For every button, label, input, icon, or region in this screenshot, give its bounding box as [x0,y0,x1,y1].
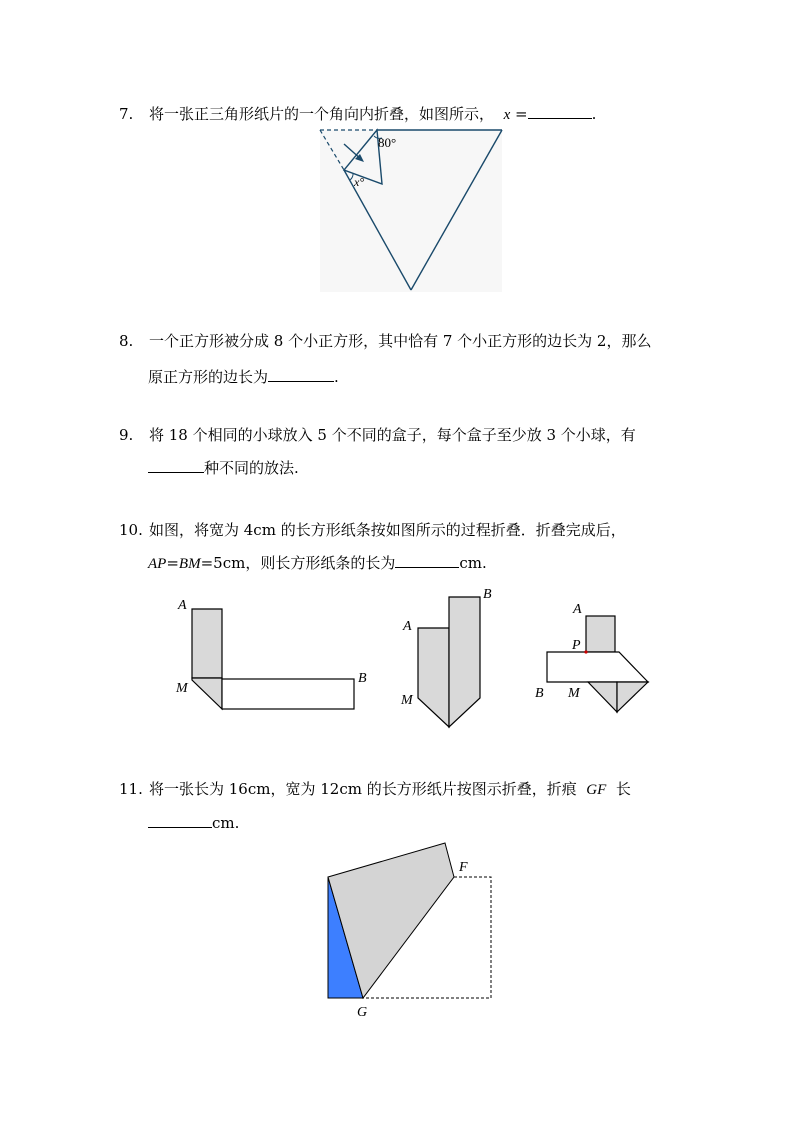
q7-answer-blank[interactable] [528,102,592,119]
q10-fig3-bottom-right [617,682,648,712]
q10-fig2-label-a: A [403,619,412,634]
q10-bm: BM [178,556,201,572]
q11-text-1-end: 长 [615,780,631,798]
q7-line [119,102,596,126]
q10-fig3-top-square [586,616,615,652]
q10-figures [170,588,670,738]
q8-text-1: 一个正方形被分成 8 个小正方形，其中恰有 7 个小正方形的边长为 2，那么 [149,332,652,350]
q7-end: . [591,105,597,123]
q10-fig3-label-b: B [535,686,544,701]
q10-fig1-rect [222,679,354,709]
q10-fig3-bottom-left [588,682,617,712]
q11-label-g: G [357,1005,368,1020]
q11-answer-blank[interactable] [148,811,212,828]
q10-fig3-label-a: A [573,602,582,617]
q11-line2 [148,811,239,834]
q8-answer-blank[interactable] [268,365,334,382]
q9-line2 [148,456,299,479]
q11-number: 11. [119,780,143,798]
q10-figure-1 [175,598,367,709]
q10-fig2-left [418,628,449,727]
q7-text: 将一张正三角形纸片的一个角向内折叠，如图所示， [149,105,495,123]
q10-unit: cm. [459,554,487,572]
q7-figure [320,130,502,292]
q10-fig2-label-m: M [401,693,413,708]
q8-end: . [334,368,339,386]
q7-equals: = [510,105,528,123]
q10-number: 10. [119,521,143,539]
q7-number: 7. [119,105,134,123]
q10-figure-3 [535,602,648,712]
q7-angle-x: x° [354,175,365,189]
q10-line2 [148,551,487,575]
q9-line1 [119,424,636,446]
q11-unit: cm. [212,814,240,832]
q8-number: 8. [119,332,134,350]
q8-text-2: 原正方形的边长为 [148,368,269,386]
q10-fig3-point-p [584,650,587,653]
q9-text-2: 种不同的放法. [204,459,299,477]
q10-fig3-strip [547,652,648,682]
q10-fig1-label-b: B [358,671,367,686]
q10-fig1-label-a: A [178,598,187,613]
q11-figure [326,840,506,1020]
q9-number: 9. [119,426,134,444]
q11-text-1: 将一张长为 16cm，宽为 12cm 的长方形纸片按图示折叠，折痕 [149,780,577,798]
q10-fig3-label-p: P [572,638,581,653]
q10-eq: = [166,554,179,572]
q10-fig1-strip [192,609,222,678]
q10-fig2-label-b: B [483,587,492,602]
q10-fig1-corner [192,678,222,709]
q9-answer-blank[interactable] [148,456,204,473]
q11-line1 [119,778,631,801]
q10-fig1-label-m: M [176,681,188,696]
q10-line1 [119,519,626,541]
q7-figure-bg [320,130,502,292]
q10-figure-2 [400,587,492,727]
q10-text-2: =5cm，则长方形纸条的长为 [200,554,396,572]
q11-gf: GF [586,782,607,798]
q10-fig3-label-m: M [568,686,580,701]
q10-ap: AP [148,556,167,572]
q9-text-1: 将 18 个相同的小球放入 5 个不同的盒子，每个盒子至少放 3 个小球，有 [149,426,636,444]
q7-var: x [503,107,511,123]
q8-line1 [119,330,651,352]
q11-label-f: F [459,860,468,875]
q10-fig2-right [449,597,480,727]
q10-answer-blank[interactable] [395,551,459,568]
q7-angle-80: 80° [378,135,397,150]
q8-line2 [148,365,339,388]
q10-text-1: 如图，将宽为 4cm 的长方形纸条按如图所示的过程折叠．折叠完成后， [149,521,626,539]
